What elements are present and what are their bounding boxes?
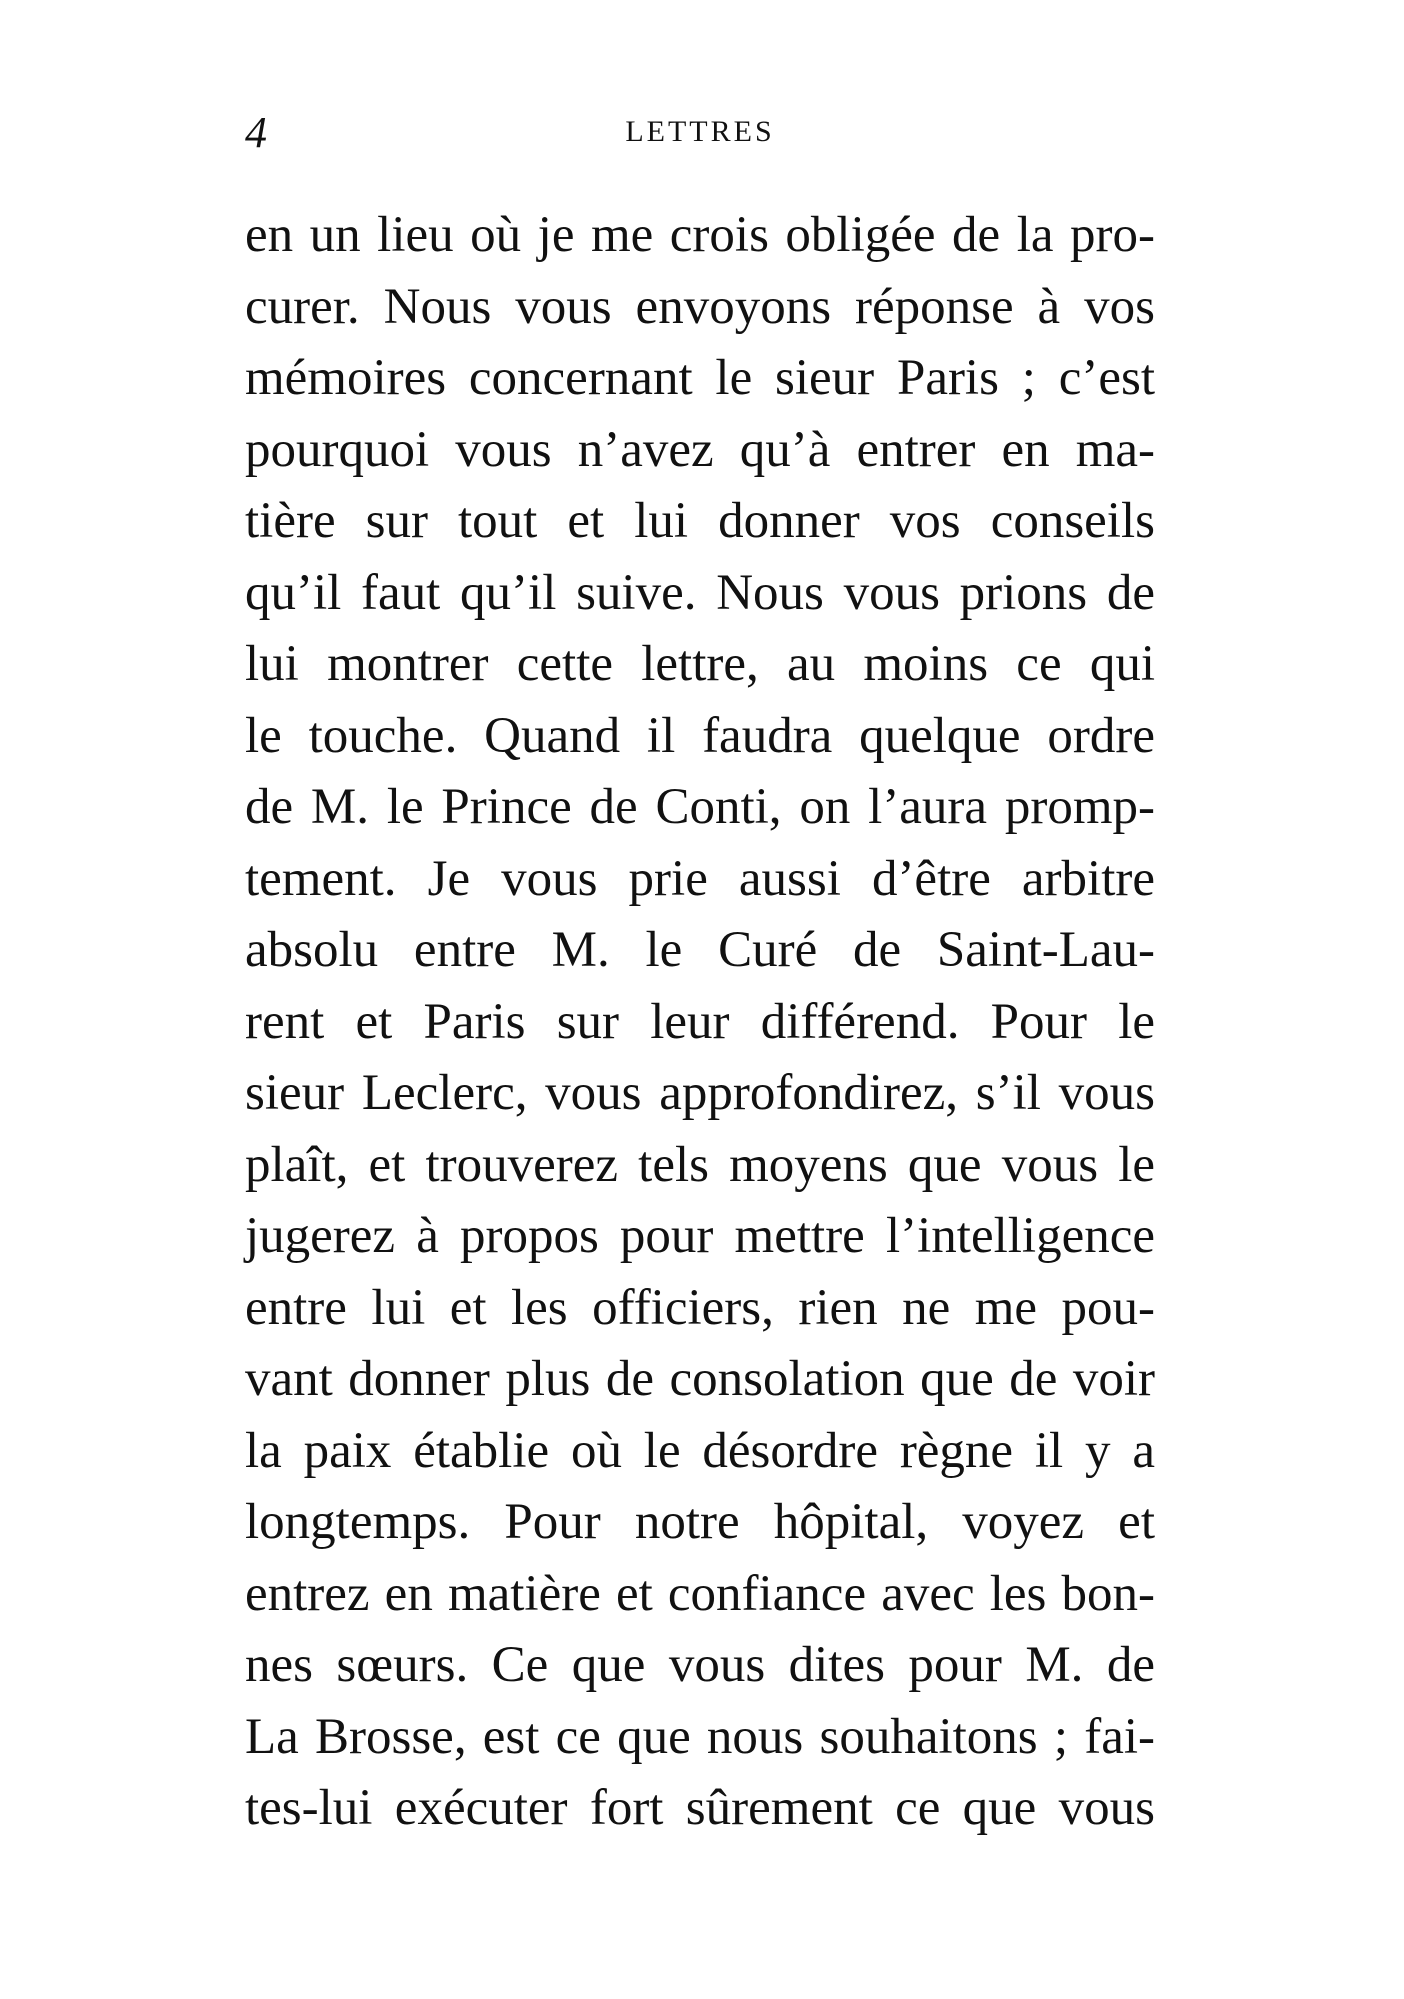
text-line: jugerez à propos pour mettre l’intelligence (245, 1208, 1155, 1264)
text-line: absolu entre M. le Curé de Saint-Lau- (245, 922, 1155, 978)
text-line: pourquoi vous n’avez qu’à entrer en ma- (245, 421, 1155, 478)
text-line: vant donner plus de consolation que de voir (245, 1351, 1155, 1407)
text-line: lui montrer cette lettre, au moins ce qui (245, 636, 1155, 692)
text-line: rent et Paris sur leur différend. Pour le (245, 993, 1155, 1050)
text-line: La Brosse, est ce que nous souhaitons ; fai- (245, 1708, 1155, 1765)
text-line: mémoires concernant le sieur Paris ; c’est (245, 350, 1155, 406)
text-line: entrez en matière et confiance avec les bon- (245, 1565, 1155, 1622)
running-title: LETTRES (625, 115, 775, 148)
page-number: 4 (245, 108, 267, 157)
text-line: tière sur tout et lui donner vos conseils (245, 493, 1155, 549)
text-line: le touche. Quand il faudra quelque ordre (245, 707, 1155, 764)
text-line: sieur Leclerc, vous approfondirez, s’il vous (245, 1065, 1155, 1121)
text-line: qu’il faut qu’il suive. Nous vous prions de (245, 564, 1155, 621)
text-line: longtemps. Pour notre hôpital, voyez et (245, 1494, 1155, 1550)
text-line: nes sœurs. Ce que vous dites pour M. de (245, 1637, 1155, 1693)
text-line: tement. Je vous prie aussi d’être arbitre (245, 850, 1155, 907)
text-line: curer. Nous vous envoyons réponse à vos (245, 278, 1155, 335)
text-line: de M. le Prince de Conti, on l’aura promp- (245, 779, 1155, 835)
text-line: plaît, et trouverez tels moyens que vous le (245, 1136, 1155, 1193)
text-line: tes-lui exécuter fort sûrement ce que vous (245, 1780, 1155, 1836)
body-text (245, 200, 1155, 1845)
text-line: entre lui et les officiers, rien ne me pou- (245, 1279, 1155, 1336)
text-line: la paix établie où le désordre règne il y a (245, 1422, 1155, 1479)
text-line: en un lieu où je me crois obligée de la pro- (245, 207, 1155, 263)
running-head (245, 108, 1155, 158)
